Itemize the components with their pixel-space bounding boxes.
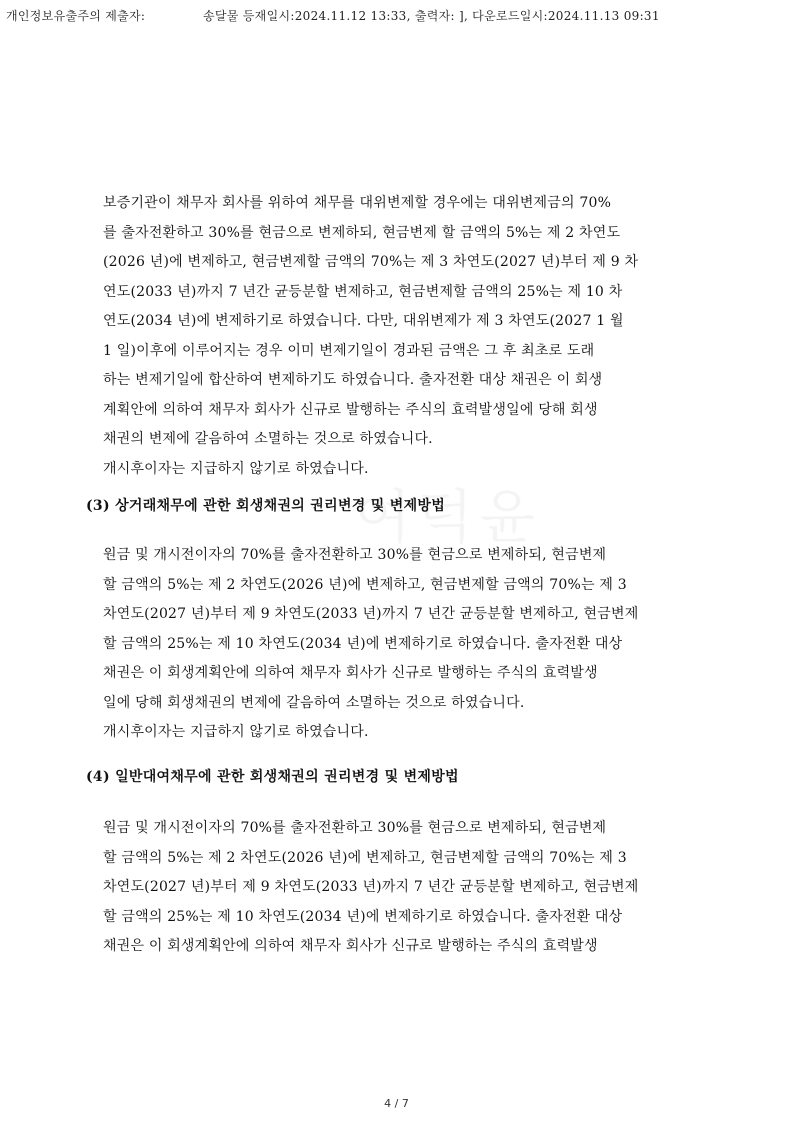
text-line: 개시후이자는 지급하지 않기로 하였습니다. <box>103 460 369 477</box>
paragraph-general-loan-debt <box>103 814 681 962</box>
text-line: 원금 및 개시전이자의 70%를 출자전환하고 30%를 현금으로 변제하되, 현금변제 <box>103 547 607 563</box>
paragraph-guarantor-subrogation <box>103 189 681 484</box>
text-line: 계획안에 의하여 채무자 회사가 신규로 발행하는 주식의 효력발생일에 당해 회생 <box>103 401 598 418</box>
text-line: 일에 당해 회생채권의 변제에 갈음하여 소멸하는 것으로 하였습니다. <box>103 694 525 711</box>
document-header <box>0 0 793 34</box>
text-line: 개시후이자는 지급하지 않기로 하였습니다. <box>103 724 369 740</box>
text-line: 할 금액의 25%는 제 10 차연도(2034 년)에 변제하기로 하였습니다. 출자전환 대상 <box>103 908 623 925</box>
header-submitter: 개인정보유출주의 제출자: <box>6 9 146 23</box>
section-heading-commercial-debt: (3) 상거래채무에 관한 회생채권의 권리변경 및 변제방법 <box>86 498 446 514</box>
text-line: 보증기관이 채무자 회사를 위하여 채무를 대위변제할 경우에는 대위변제금의 70% <box>103 195 612 211</box>
text-line: 차연도(2027 년)부터 제 9 차연도(2033 년)까지 7 년간 균등분할 변제하고, 현금변제 <box>103 606 639 622</box>
text-line: 할 금액의 25%는 제 10 차연도(2034 년)에 변제하기로 하였습니다. 출자전환 대상 <box>103 635 623 652</box>
page-number: 4 / 7 <box>384 1097 409 1110</box>
text-line: 1 일)이후에 이루어지는 경우 이미 변제기일이 경과된 금액은 그 후 최초로 도래 <box>103 342 595 359</box>
section-heading-general-loan-debt: (4) 일반대여채무에 관한 회생채권의 권리변경 및 변제방법 <box>86 769 459 785</box>
header-download-info: 송달물 등재일시:2024.11.12 13:33, 출력자: ], 다운로드일시:2024.11.13 09:31 <box>203 9 660 23</box>
text-line: 채권의 변제에 갈음하여 소멸하는 것으로 하였습니다. <box>103 431 433 447</box>
text-line: 할 금액의 5%는 제 2 차연도(2026 년)에 변제하고, 현금변제할 금액의 70%는 제 3 <box>103 576 627 593</box>
text-line: 연도(2034 년)에 변제하기로 하였습니다. 다만, 대위변제가 제 3 차연도(2027 1 월 <box>103 313 624 329</box>
text-line: 를 출자전환하고 30%를 현금으로 변제하되, 현금변제 할 금액의 5%는 제 2 차연도 <box>103 224 621 241</box>
text-line: 채권은 이 회생계획안에 의하여 채무자 회사가 신규로 발행하는 주식의 효력발생 <box>103 938 598 954</box>
text-line: (2026 년)에 변제하고, 현금변제할 금액의 70%는 제 3 차연도(2027 년)부터 제 9 차 <box>103 254 639 270</box>
text-line: 원금 및 개시전이자의 70%를 출자전환하고 30%를 현금으로 변제하되, 현금변제 <box>103 820 607 836</box>
text-line: 연도(2033 년)까지 7 년간 균등분할 변제하고, 현금변제할 금액의 25%는 제 10 차 <box>103 283 623 300</box>
text-line: 채권은 이 회생계획안에 의하여 채무자 회사가 신규로 발행하는 주식의 효력발생 <box>103 665 598 681</box>
text-line: 할 금액의 5%는 제 2 차연도(2026 년)에 변제하고, 현금변제할 금액의 70%는 제 3 <box>103 849 627 866</box>
text-line: 차연도(2027 년)부터 제 9 차연도(2033 년)까지 7 년간 균등분할 변제하고, 현금변제 <box>103 879 639 895</box>
text-line: 하는 변제기일에 합산하여 변제하기도 하였습니다. 출자전환 대상 채권은 이 회생 <box>103 372 603 388</box>
paragraph-commercial-debt <box>103 541 681 748</box>
